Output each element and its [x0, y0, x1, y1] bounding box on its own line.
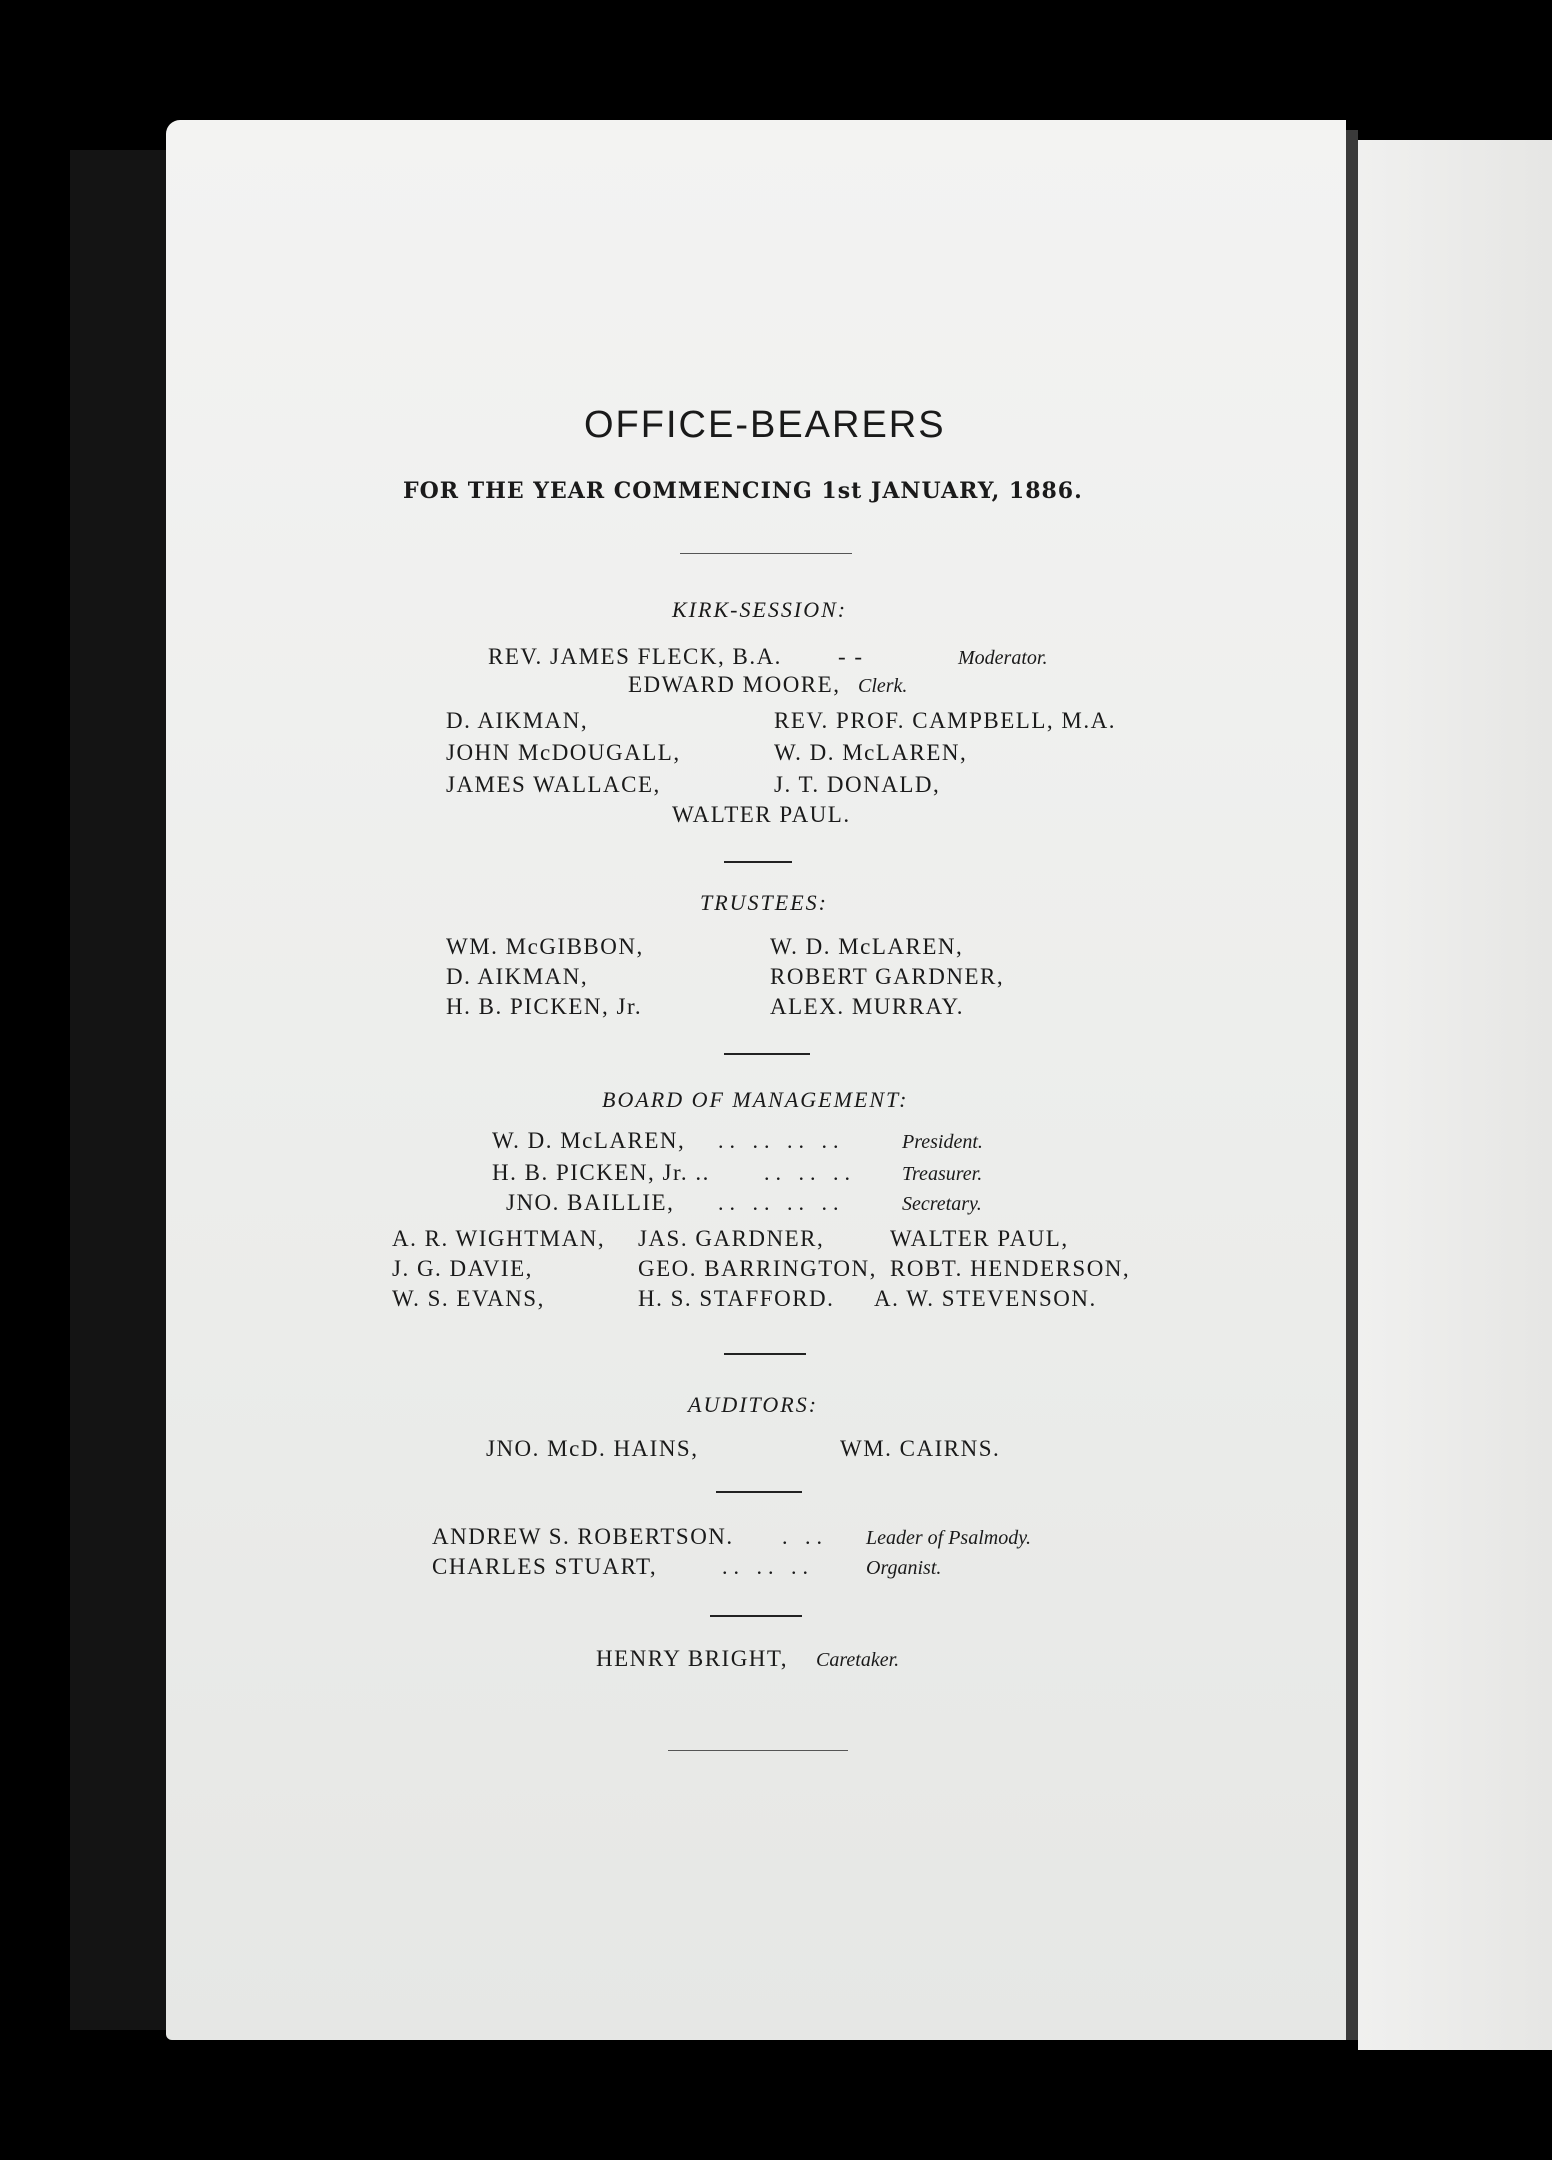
kirk-session-member: W. D. McLAREN, — [774, 740, 968, 765]
musician-role: Leader of Psalmody. — [866, 1527, 1031, 1549]
musician-name: ANDREW S. ROBERTSON. — [432, 1524, 734, 1549]
kirk-session-member: REV. PROF. CAMPBELL, M.A. — [774, 708, 1116, 733]
kirk-session-member: WALTER PAUL. — [672, 802, 851, 827]
facing-page-edge — [1358, 140, 1552, 2050]
musician-name: CHARLES STUART, — [432, 1554, 658, 1579]
trustee: W. D. McLAREN, — [770, 934, 964, 959]
caretaker-role: Caretaker. — [816, 1649, 900, 1671]
board-member: H. S. STAFFORD. — [638, 1286, 835, 1311]
leader-dots: .. .. .. — [722, 1554, 814, 1579]
clerk-role: Clerk. — [858, 675, 908, 697]
divider — [680, 553, 852, 554]
leader-dots: . .. — [782, 1524, 828, 1549]
board-officer-role: Secretary. — [902, 1193, 982, 1215]
divider — [668, 1750, 848, 1751]
trustee: ALEX. MURRAY. — [770, 994, 964, 1019]
moderator-role: Moderator. — [958, 647, 1048, 669]
moderator-name: REV. JAMES FLECK, B.A. — [488, 644, 782, 669]
page-subtitle: FOR THE YEAR COMMENCING 1st JANUARY, 1886. — [403, 478, 1083, 504]
auditor: WM. CAIRNS. — [840, 1436, 1001, 1461]
auditor: JNO. McD. HAINS, — [486, 1436, 699, 1461]
trustee: D. AIKMAN, — [446, 964, 589, 989]
board-member: JAS. GARDNER, — [638, 1226, 825, 1251]
divider — [724, 1053, 810, 1055]
kirk-session-member: JOHN McDOUGALL, — [446, 740, 681, 765]
auditors-heading: AUDITORS: — [688, 1392, 819, 1417]
trustee: H. B. PICKEN, Jr. — [446, 994, 643, 1019]
board-member: W. S. EVANS, — [392, 1286, 545, 1311]
board-officer-name: JNO. BAILLIE, — [506, 1190, 675, 1215]
kirk-session-heading: KIRK-SESSION: — [672, 597, 848, 622]
board-officer-name: W. D. McLAREN, — [492, 1128, 686, 1153]
board-officer-role: Treasurer. — [902, 1163, 983, 1185]
leader-dots: .. .. .. .. — [718, 1190, 845, 1215]
caretaker-name: HENRY BRIGHT, — [596, 1646, 788, 1671]
leader-dots: .. .. .. — [764, 1160, 856, 1185]
kirk-session-member: J. T. DONALD, — [774, 772, 941, 797]
board-member: A. R. WIGHTMAN, — [392, 1226, 606, 1251]
page-title: OFFICE-BEARERS — [584, 404, 946, 446]
kirk-session-member: D. AIKMAN, — [446, 708, 589, 733]
moderator-dashes: - - — [838, 644, 864, 669]
divider — [724, 861, 792, 863]
kirk-session-member: JAMES WALLACE, — [446, 772, 661, 797]
divider — [710, 1615, 802, 1617]
board-heading: BOARD OF MANAGEMENT: — [602, 1087, 909, 1112]
divider — [716, 1491, 802, 1493]
board-member: A. W. STEVENSON. — [874, 1286, 1097, 1311]
board-member: GEO. BARRINGTON, — [638, 1256, 877, 1281]
board-officer-role: President. — [902, 1131, 983, 1153]
clerk-name: EDWARD MOORE, — [628, 672, 841, 697]
board-officer-name: H. B. PICKEN, Jr. .. — [492, 1160, 710, 1185]
trustee: WM. McGIBBON, — [446, 934, 644, 959]
board-member: ROBT. HENDERSON, — [890, 1256, 1131, 1281]
page-gutter — [1346, 130, 1358, 2040]
board-member: J. G. DAVIE, — [392, 1256, 533, 1281]
trustee: ROBERT GARDNER, — [770, 964, 1005, 989]
divider — [724, 1353, 806, 1355]
trustees-heading: TRUSTEES: — [700, 890, 828, 915]
board-member: WALTER PAUL, — [890, 1226, 1069, 1251]
musician-role: Organist. — [866, 1557, 942, 1579]
leader-dots: .. .. .. .. — [718, 1128, 845, 1153]
